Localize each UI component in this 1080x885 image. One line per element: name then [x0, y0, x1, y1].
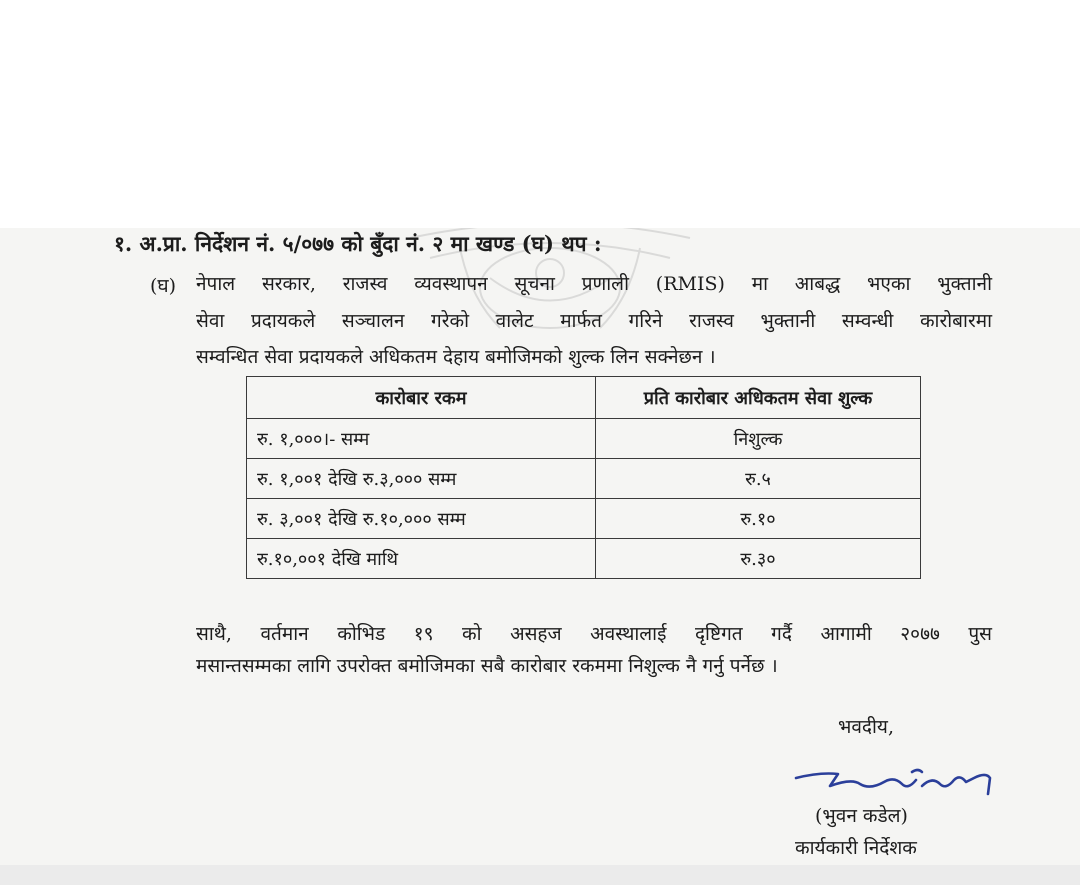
signatory-title: कार्यकारी निर्देशक — [795, 837, 917, 859]
amount-cell: रु. १,००१ देखि रु.३,००० सम्म — [247, 459, 596, 499]
clause-marker: (घ) — [150, 275, 177, 297]
note-line-1: साथै, वर्तमान कोभिड १९ को असहज अवस्थालाई दृष्टिगत गर्दै आगामी २०७७ पुस — [196, 623, 992, 645]
fee-cell: रु.१० — [596, 499, 921, 539]
clause-line-2: सेवा प्रदायकले सञ्चालन गरेको वालेट मार्फत गरिने राजस्व भुक्तानी सम्वन्धी कारोबारमा — [196, 310, 992, 332]
fee-cell: रु.३० — [596, 539, 921, 579]
table-row — [247, 539, 921, 579]
table-row — [247, 459, 921, 499]
clause-line-3: सम्वन्धित सेवा प्रदायकले अधिकतम देहाय बमोजिमको शुल्क लिन सक्नेछन । — [196, 346, 716, 368]
section-heading: १. अ.प्रा. निर्देशन नं. ५/०७७ को बुँदा नं. २ मा खण्ड (घ) थप : — [114, 231, 602, 256]
fee-cell: रु.५ — [596, 459, 921, 499]
bottom-bar — [0, 865, 1080, 885]
closing-salutation: भवदीय, — [838, 716, 894, 738]
table-row — [247, 499, 921, 539]
table-header-row — [247, 377, 921, 419]
amount-cell: रु. १,०००।- सम्म — [247, 419, 596, 459]
fee-cell: निशुल्क — [596, 419, 921, 459]
amount-cell: रु.१०,००१ देखि माथि — [247, 539, 596, 579]
signatory-name: (भुवन कडेल) — [815, 805, 908, 827]
amount-cell: रु. ३,००१ देखि रु.१०,००० सम्म — [247, 499, 596, 539]
column-header-amount: कारोबार रकम — [247, 377, 596, 419]
note-line-2: मसान्तसम्मका लागि उपरोक्त बमोजिमका सबै कारोबार रकममा निशुल्क नै गर्नु पर्नेछ । — [196, 655, 778, 677]
column-header-fee: प्रति कारोबार अधिकतम सेवा शुल्क — [596, 377, 921, 419]
fee-table — [246, 376, 921, 579]
handwritten-signature — [790, 764, 1010, 804]
blank-top-area — [0, 0, 1080, 228]
table-row — [247, 419, 921, 459]
clause-line-1: नेपाल सरकार, राजस्व व्यवस्थापन सूचना प्रणाली (RMIS) मा आबद्ध भएका भुक्तानी — [196, 273, 992, 295]
